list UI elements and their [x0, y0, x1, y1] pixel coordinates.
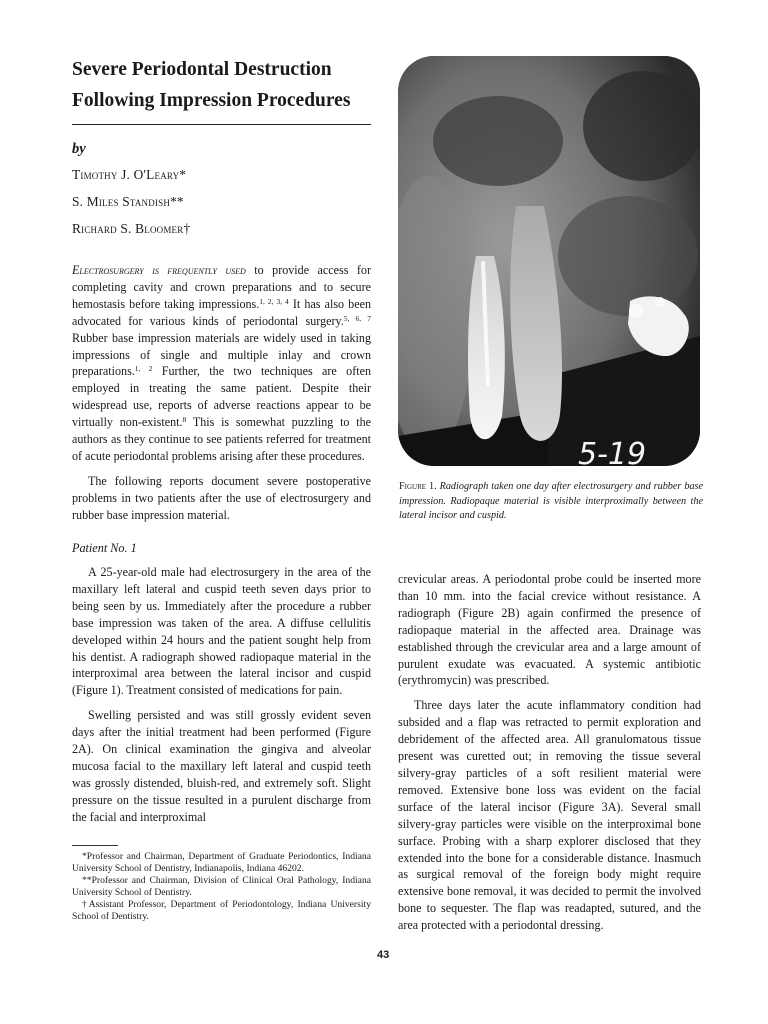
article-title: Severe Periodontal Destruction Following Impression Procedures: [72, 59, 351, 111]
intro-paragraph-1: Electrosurgery is frequently used to provide access for completing cavity and crown preparations and to secure hemostasis before taking impressions.$^{1, 2, 3, 4}$ It has also been advocated for various kinds of periodontal surgery.$^{5, 6, 7}$ Rubber base impression materials are widely used in taking impressions of single and multiple inlay and crown preparations.$^{1, 2}$ Further, the two techniques are often employed in treating the same patient. Despite their widespread use, reports of adverse reactions appear to be virtually non-existent.$^8$ This is somewhat puzzling to the authors as they continue to see patients referred for treatment of acute periodontal problems arising after these procedures.: [72, 263, 372, 463]
title-rule: [72, 124, 371, 125]
byline: by: [72, 141, 86, 157]
page-number: 43: [377, 949, 390, 961]
figure-caption: Figure 1. Radiograph taken one day after electrosurgery and rubber base impression. Radiopaque material is visible interproximally between the lateral incisor and cuspid.: [399, 481, 703, 522]
footnote-3: †Assistant Professor, Department of Periodontology, Indiana University School of Dentistry.: [72, 898, 371, 922]
author-3: Richard S. Bloomer†: [72, 221, 191, 236]
author-1: Timothy J. O'Leary*: [72, 167, 187, 182]
film-marking: 5-19: [578, 437, 647, 466]
footnote-2: **Professor and Chairman, Division of Clinical Oral Pathology, Indiana University School of Dentistry.: [72, 874, 371, 898]
right-paragraph-2: Three days later the acute inflammatory condition had subsided and a flap was retracted to permit exploration and debridement of the affected area. All granulomatous tissue present was curetted out; in removing the tissue several silvery-gray particles of a soft resilient material were removed. Extensive bone loss was evident on the facial surface of the lateral incisor (Figure 3A). Several small silvery-gray particles were visible on the interproximal bone surface. Probing with a sharp explorer disclosed that they extended into the bone for a considerable distance. Inasmuch as surgical removal of the foreign body might require extensive bone removal, it was decided to permit the involved bone to sequester. The flap was readapted, sutured, and the area protected with a periodontal dressing.: [398, 698, 701, 933]
footnote-rule: [72, 845, 118, 846]
intro-section: [72, 262, 371, 524]
footnote-1: *Professor and Chairman, Department of Graduate Periodontics, Indiana University School of Dentistry, Indianapolis, Indiana 46202.: [72, 851, 371, 874]
author-2: S. Miles Standish**: [72, 194, 184, 209]
right-column-body: [398, 571, 701, 934]
right-paragraph-1: crevicular areas. A periodontal probe could be inserted more than 10 mm. into the facial crevice without resistance. A radiograph (Figure 2B) again confirmed the presence of radiopaque material in the affected area. Drainage was established through the crevicular area and a large amount of purulent exudate was evacuated. A systemic antibiotic (erythromycin) was prescribed.: [398, 572, 701, 688]
left-column-body: [72, 564, 371, 826]
patient-heading: Patient No. 1: [72, 541, 137, 555]
radiograph-figure: [398, 56, 700, 466]
footnotes: [72, 851, 371, 922]
patient-paragraph-1: A 25-year-old male had electrosurgery in the area of the maxillary left lateral and cuspid teeth seven days prior to being seen by us. Immediately after the procedure a rubber base impression was taken of the area. A diffuse cellulitis developed within 24 hours and the patient sought help from his dentist. A radiograph showed radiopaque material in the interproximal area between the lateral incisor and cuspid (Figure 1). Treatment consisted of medications for pain.: [72, 565, 371, 698]
intro-paragraph-2: The following reports document severe postoperative problems in two patients after the use of electrosurgery and rubber base impression material.: [72, 473, 371, 522]
patient-paragraph-2: Swelling persisted and was still grossly evident seven days after the initial treatment had been performed (Figure 2A). On clinical examination the gingiva and alveolar mucosa facial to the maxillary left lateral and cuspid teeth was grossly distended, bluish-red, and extremely soft. Slight pressure on the tissue resulted in a purulent discharge from the facial and interproximal: [72, 708, 371, 824]
radiograph-image: [398, 56, 700, 466]
